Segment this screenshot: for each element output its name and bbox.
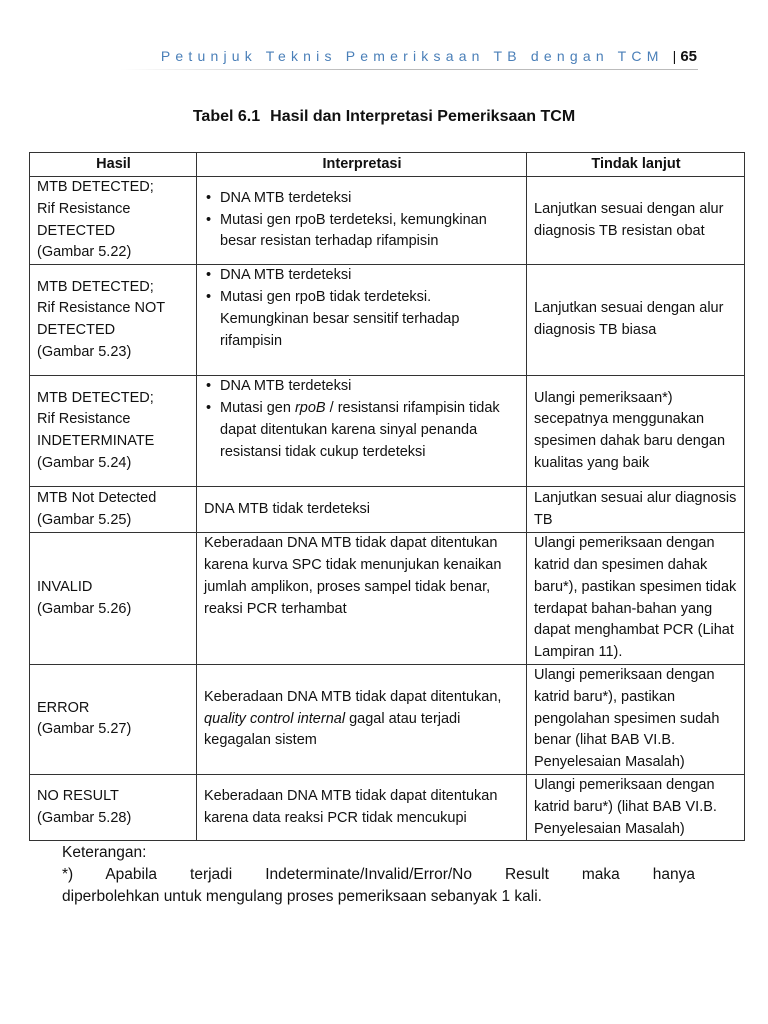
list-item: • DNA MTB terdeteksi bbox=[204, 188, 520, 210]
action-cell: Ulangi pemeriksaan*) secepatnya menggunakan spesimen dahak baru dengan kualitas yang baik bbox=[527, 376, 745, 487]
table-row bbox=[30, 376, 745, 487]
header-separator: | bbox=[672, 48, 677, 64]
header-rule bbox=[120, 69, 698, 70]
action-cell: Lanjutkan sesuai dengan alur diagnosis TB resistan obat bbox=[527, 177, 745, 265]
table-caption bbox=[0, 108, 768, 126]
action-cell: Ulangi pemeriksaan dengan katrid dan spesimen dahak baru*), pastikan spesimen tidak terdapat bahan-bahan yang dapat menghambat PCR (Lihat Lampiran 11). bbox=[527, 533, 745, 665]
result-cell: ERROR (Gambar 5.27) bbox=[30, 664, 197, 774]
result-cell: NO RESULT (Gambar 5.28) bbox=[30, 774, 197, 840]
interpretation-cell: Keberadaan DNA MTB tidak dapat ditentukan karena kurva SPC tidak menunjukan kenaikan jumlah amplikon, proses sampel tidak benar, reaksi PCR terhambat bbox=[197, 533, 527, 665]
interpretation-cell bbox=[197, 265, 527, 376]
interpretation-cell: Keberadaan DNA MTB tidak dapat ditentukan, quality control internal gagal atau terjadi kegagalan sistem bbox=[197, 664, 527, 774]
list-item: • DNA MTB terdeteksi bbox=[204, 376, 520, 398]
table-row bbox=[30, 487, 745, 533]
result-cell: MTB DETECTED; Rif Resistance NOT DETECTED (Gambar 5.23) bbox=[30, 265, 197, 376]
results-table bbox=[29, 152, 745, 841]
interpretation-cell: DNA MTB tidak terdeteksi bbox=[197, 487, 527, 533]
table-row bbox=[30, 774, 745, 840]
result-cell: INVALID (Gambar 5.26) bbox=[30, 533, 197, 665]
result-cell: MTB DETECTED; Rif Resistance INDETERMINATE (Gambar 5.24) bbox=[30, 376, 197, 487]
interpretation-cell bbox=[197, 376, 527, 487]
table-title: Hasil dan Interpretasi Pemeriksaan TCM bbox=[270, 108, 576, 125]
list-item: • Mutasi gen rpoB terdeteksi, kemungkinan besar resistan terhadap rifampisin bbox=[204, 210, 520, 254]
column-header-hasil: Hasil bbox=[30, 153, 197, 177]
notes-section bbox=[62, 842, 695, 908]
column-header-tindak-lanjut: Tindak lanjut bbox=[527, 153, 745, 177]
list-item: • DNA MTB terdeteksi bbox=[204, 265, 520, 287]
action-cell: Lanjutkan sesuai alur diagnosis TB bbox=[527, 487, 745, 533]
list-item: • Mutasi gen rpoB / resistansi rifampisin tidak dapat ditentukan karena sinyal penanda resistansi tidak cukup terdeteksi bbox=[204, 398, 520, 463]
column-header-interpretasi: Interpretasi bbox=[197, 153, 527, 177]
running-title: Petunjuk Teknis Pemeriksaan TB dengan TCM bbox=[160, 48, 664, 64]
table-row bbox=[30, 265, 745, 376]
result-cell: MTB Not Detected (Gambar 5.25) bbox=[30, 487, 197, 533]
action-cell: Ulangi pemeriksaan dengan katrid baru*), pastikan pengolahan spesimen sudah benar (lihat BAB VI.B. Penyelesaian Masalah) bbox=[527, 664, 745, 774]
action-cell: Ulangi pemeriksaan dengan katrid baru*) (lihat BAB VI.B. Penyelesaian Masalah) bbox=[527, 774, 745, 840]
notes-line: *) Apabila terjadi Indeterminate/Invalid/Error/No Result maka hanya bbox=[62, 866, 695, 883]
list-item: • Mutasi gen rpoB tidak terdeteksi. Kemungkinan besar sensitif terhadap rifampisin bbox=[204, 287, 520, 352]
notes-heading: Keterangan: bbox=[62, 844, 147, 861]
interpretation-cell bbox=[197, 177, 527, 265]
action-cell: Lanjutkan sesuai dengan alur diagnosis TB biasa bbox=[527, 265, 745, 376]
interpretation-cell: Keberadaan DNA MTB tidak dapat ditentukan karena data reaksi PCR tidak mencukupi bbox=[197, 774, 527, 840]
notes-line: diperbolehkan untuk mengulang proses pemeriksaan sebanyak 1 kali. bbox=[62, 888, 542, 905]
running-header bbox=[0, 48, 697, 65]
table-row bbox=[30, 664, 745, 774]
table-header-row bbox=[30, 153, 745, 177]
table-label: Tabel 6.1 bbox=[192, 108, 261, 125]
result-cell: MTB DETECTED; Rif Resistance DETECTED (Gambar 5.22) bbox=[30, 177, 197, 265]
table-row bbox=[30, 177, 745, 265]
page-number: 65 bbox=[680, 48, 697, 65]
table-row bbox=[30, 533, 745, 665]
